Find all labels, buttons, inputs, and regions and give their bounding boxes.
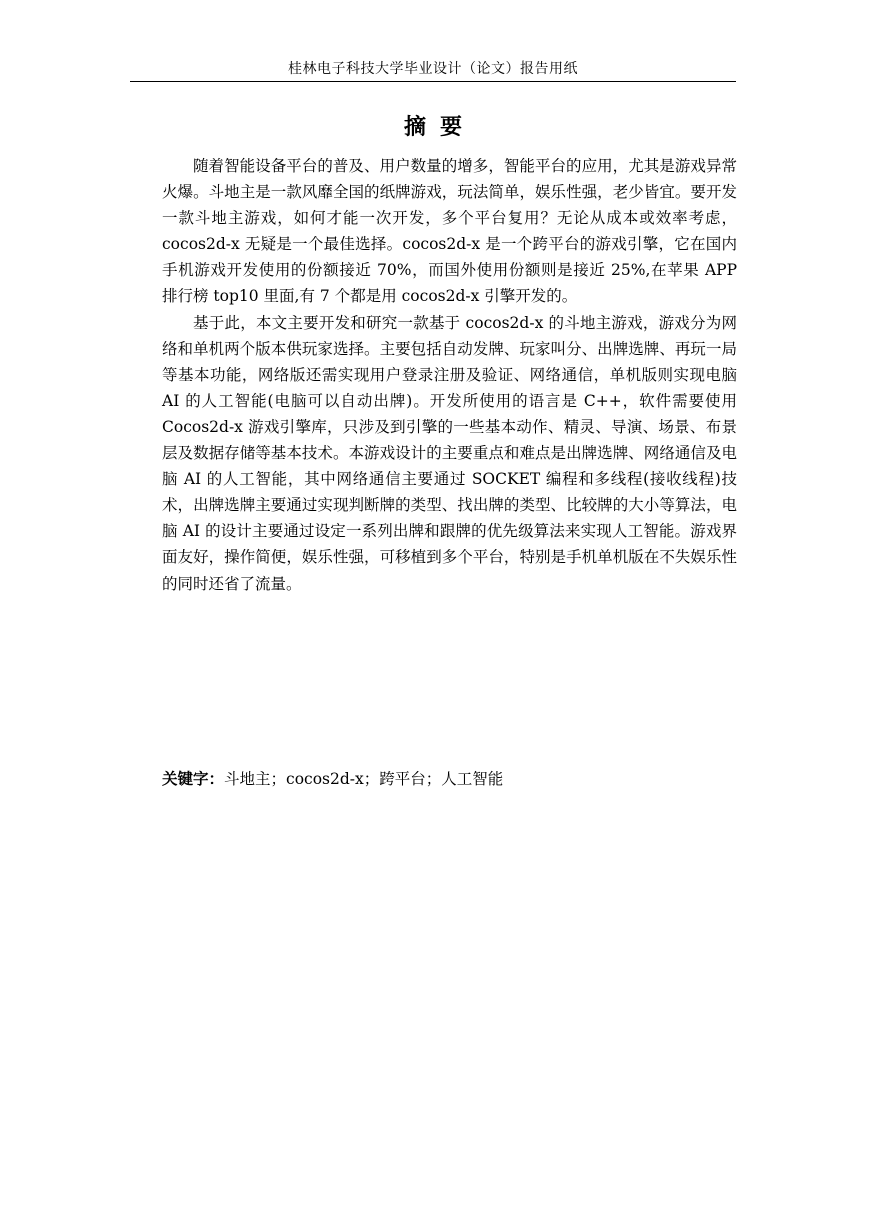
header-text: 桂林电子科技大学毕业设计（论文）报告用纸 [288, 61, 578, 77]
keywords-label: 关键字： [162, 770, 225, 788]
page-header [130, 58, 736, 82]
keywords-line [162, 766, 737, 792]
abstract-body [162, 153, 737, 597]
abstract-paragraph-2: 基于此，本文主要开发和研究一款基于 cocos2d-x 的斗地主游戏，游戏分为网络和单机两个版本供玩家选择。主要包括自动发牌、玩家叫分、出牌选牌、再玩一局等基本功能，网络版还需实现用户登录注册及验证、网络通信，单机版则实现电脑 AI 的人工智能(电脑可以自动出牌)。开发所使用的语言是 C++，软件需要使用 Cocos2d-x 游戏引擎库，只涉及到引擎的一些基本动作、精灵、导演、场景、布景层及数据存储等基本技术。本游戏设计的主要重点和难点是出牌选牌、网络通信及电脑 AI 的人工智能，其中网络通信主要通过 SOCKET 编程和多线程(接收线程)技术，出牌选牌主要通过实现判断牌的类型、找出牌的类型、比较牌的大小等算法，电脑 AI 的设计主要通过设定一系列出牌和跟牌的优先级算法来实现人工智能。游戏界面友好，操作简便，娱乐性强，可移植到多个平台，特别是手机单机版在不失娱乐性的同时还省了流量。 [162, 313, 737, 593]
keywords-value: 斗地主；cocos2d-x；跨平台；人工智能 [224, 770, 504, 788]
abstract-paragraph-1: 随着智能设备平台的普及、用户数量的增多，智能平台的应用，尤其是游戏异常火爆。斗地主是一款风靡全国的纸牌游戏，玩法简单，娱乐性强，老少皆宜。要开发一款斗地主游戏，如何才能一次开发，多个平台复用？无论从成本或效率考虑，cocos2d-x 无疑是一个最佳选择。cocos2d-x 是一个跨平台的游戏引擎，它在国内手机游戏开发使用的份额接近 70%，而国外使用份额则是接近 25%,在苹果 APP 排行榜 top10 里面,有 7 个都是用 cocos2d-x 引擎开发的。 [162, 157, 737, 306]
page-title: 摘要 [403, 115, 476, 140]
